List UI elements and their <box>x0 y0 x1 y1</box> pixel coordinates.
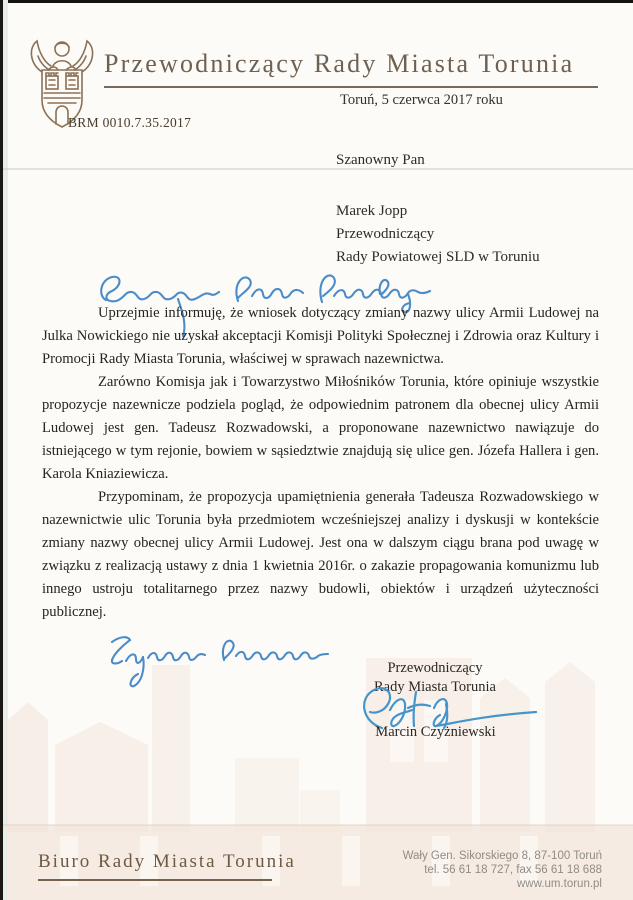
recipient-title: Przewodniczący <box>336 226 435 242</box>
footer-contact-block <box>380 850 602 891</box>
paper-fold-line-lower <box>3 824 633 826</box>
recipient-salutation: Szanowny Pan <box>336 152 425 168</box>
paper-fold-line-upper <box>3 168 633 170</box>
paragraph-3: Przypominam, że propozycja upamiętnienia generała Tadeusza Rozwadowskiego w nazewnictwie ulic Torunia była przedmiotem wcześniejszej analizy i dyskusji w kontekście zmiany nazwy obecnej ulicy Armii Ludowej. Jest ona w dalszym ciągu brana pod uwagę w związku z realizacją ustawy z dnia 1 kwietnia 2016r. o zakazie propagowania komunizmu lub innego ustroju totalitarnego przez nazwy budowli, obiektów i urządzeń użyteczności publicznej. <box>42 489 599 620</box>
footer-office-name: Biuro Rady Miasta Torunia <box>38 851 296 872</box>
recipient-name: Marek Jopp <box>336 203 408 219</box>
footer-address: Wały Gen. Sikorskiego 8, 87-100 Toruń <box>402 850 602 862</box>
letterhead-title: Przewodniczący Rady Miasta Torunia <box>104 49 575 78</box>
scan-edge-top <box>0 0 633 3</box>
letter-body <box>42 302 599 624</box>
signer-title-line1: Przewodniczący <box>387 660 483 676</box>
reference-number: BRM 0010.7.35.2017 <box>68 115 192 130</box>
signer-title-line2: Rady Miasta Torunia <box>374 679 496 695</box>
handwritten-closing <box>98 628 343 696</box>
scan-edge-tint <box>3 0 8 900</box>
paragraph-2: Zarówno Komisja jak i Towarzystwo Miłośników Torunia, które opiniuje wszystkie propozycje nazewnicze podziela pogląd, że odpowiednim patronem dla obecnej ulicy Armii Ludowej jest gen. Tadeusz Rozwadowski, a proponowane nazewnictwo nawiązuje do istniejącego w tym rejonie, bowiem w sąsiedztwie znajdują się ulice gen. Józefa Hallera i gen. Karola Kniaziewicza. <box>42 374 599 482</box>
signer-name: Marcin Czyżniewski <box>375 724 496 740</box>
letterhead-rule <box>104 86 598 88</box>
date-line: Toruń, 5 czerwca 2017 roku <box>340 92 503 108</box>
footer-rule <box>38 879 272 881</box>
paragraph-1: Uprzejmie informuję, że wniosek dotyczący zmiany nazwy ulicy Armii Ludowej na Julka Nowickiego nie uzyskał akceptacji Komisji Polityki Społecznej i Zdrowia oraz Kultury i Promocji Rady Miasta Torunia, właściwej w sprawach nazewnictwa. <box>42 305 599 367</box>
recipient-organization: Rady Powiatowej SLD w Toruniu <box>336 249 540 265</box>
footer-phone-fax: tel. 56 61 18 727, fax 56 61 18 688 <box>424 863 602 876</box>
footer-website: www.um.torun.pl <box>516 877 602 890</box>
